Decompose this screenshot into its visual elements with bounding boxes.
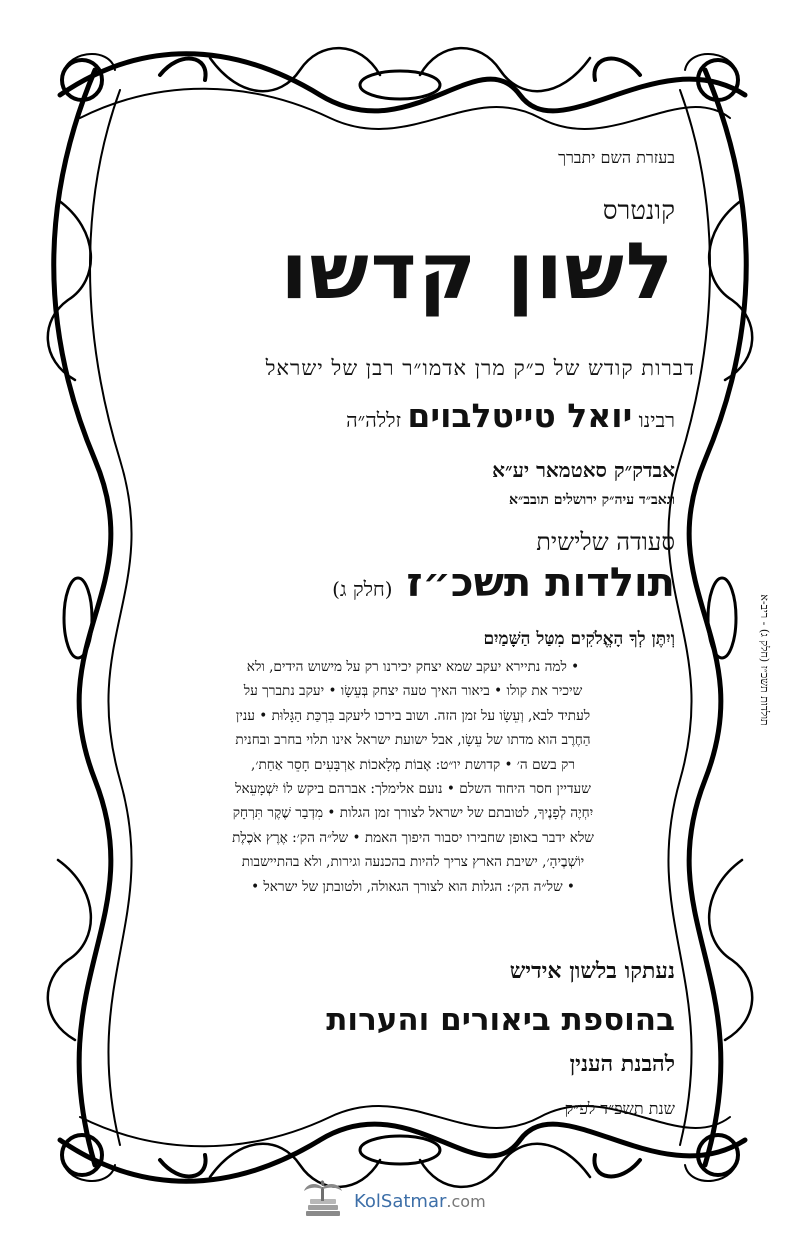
kuntres-label: קונטרס bbox=[602, 196, 675, 226]
parsha-part: (חלק ג) bbox=[332, 577, 393, 601]
summary-line: שעדיין חסר היחוד השלם • נועם אלימלך: אברהם ביקש לוֹ יִשְׁמָעֵאל bbox=[235, 781, 591, 798]
position-line-2: וגאב״ד עיה״ק ירושלים תובב״א bbox=[509, 492, 675, 508]
rebbe-line bbox=[150, 396, 675, 435]
kolsatmar-logo[interactable] bbox=[300, 1178, 520, 1224]
summary-line: • למה נתיירא יעקב שמא יצחק יכירנו רק על מישוש הידים, ולא bbox=[246, 659, 580, 675]
summary-line: רק בשם ה׳ • קדושת יו״ט: אָבוֹת מְלָאכוֹת אַרְבָּעִים חָסֵר אַחַת׳, bbox=[251, 756, 575, 773]
blessing-header: בעזרת השם יתברך bbox=[558, 148, 675, 167]
parsha-name: תולדות תשכ״ז bbox=[406, 560, 675, 606]
rebbe-name: יואל טייטלבוים bbox=[407, 396, 633, 435]
verse: וְיִתֶּן לְךָ הָאֱלֹקִים מִטַּל הַשָּׁמַיִם bbox=[483, 629, 675, 649]
logo-text bbox=[354, 1191, 486, 1212]
addition-note: בהוספת ביאורים והערות bbox=[326, 1002, 675, 1038]
subtitle: דברות קודש של כ״ק מרן אדמו״ר רבן של ישראל bbox=[265, 356, 695, 380]
summary-line: שיכיר את קולו • ביאור האיך טעה יצחק בְּעֵשָׂו • יעקב נתברך על bbox=[243, 683, 583, 700]
summary-line: לעתיד לבא, וְעֵשָׂו על זמן הזה. ושוב בירכו ליעקב בִּרְכַּת הַגָּלוּת • ענין bbox=[235, 707, 591, 724]
summary-line: שלא ידבר באופן שחבירו יסבור היפוך האמת • של״ה הק׳: אֶרֶץ אֹכֶלֶת bbox=[232, 829, 594, 846]
logo-name: KolSatmar bbox=[354, 1190, 447, 1212]
parsha-title bbox=[150, 560, 675, 606]
logo-suffix: .com bbox=[446, 1191, 486, 1211]
summary-line: הַחֶרֶב הוא מדתו של עֵשָׂו, אבל ישועת ישראל אינו תלוי בחרב ובחנית bbox=[235, 732, 591, 749]
understanding-note: להבנת הענין bbox=[569, 1051, 675, 1077]
position-line-1: אבדק״ק סאטמאר יע״א bbox=[492, 458, 675, 482]
summary-line: • של״ה הק׳: הגלות הוא לצורך הגאולה, ולטובתן של ישראל • bbox=[251, 878, 575, 895]
summary-line: יִחְיֶה לְפָנֶיךָ, לטובתם של ישראל לצורך זמן הגלות • מִדְבַר שֶׁקֶר תִּרְחָק bbox=[232, 805, 594, 822]
palm-tree-books-icon bbox=[300, 1179, 346, 1223]
summary-line: יוֹשְׁבֶיהָ׳, ישיבת הארץ צריך להיות בהכנעה וגירות, ולא בהתיישבות bbox=[241, 854, 585, 871]
rebbe-prefix: רבינו bbox=[638, 408, 675, 432]
side-running-title: תולדות תשכ״ז (חלק ג) - ריב-א bbox=[758, 594, 771, 726]
rebbe-suffix: זללה״ה bbox=[346, 408, 402, 432]
seuda-label: סעודה שלישית bbox=[536, 528, 675, 556]
main-title: לשון קדשו bbox=[280, 227, 675, 317]
translation-note: נעתקו בלשון אידיש bbox=[509, 958, 675, 984]
year-line: שנת תשפ״ד לפ״ק bbox=[564, 1099, 675, 1118]
topics-summary bbox=[118, 655, 708, 899]
